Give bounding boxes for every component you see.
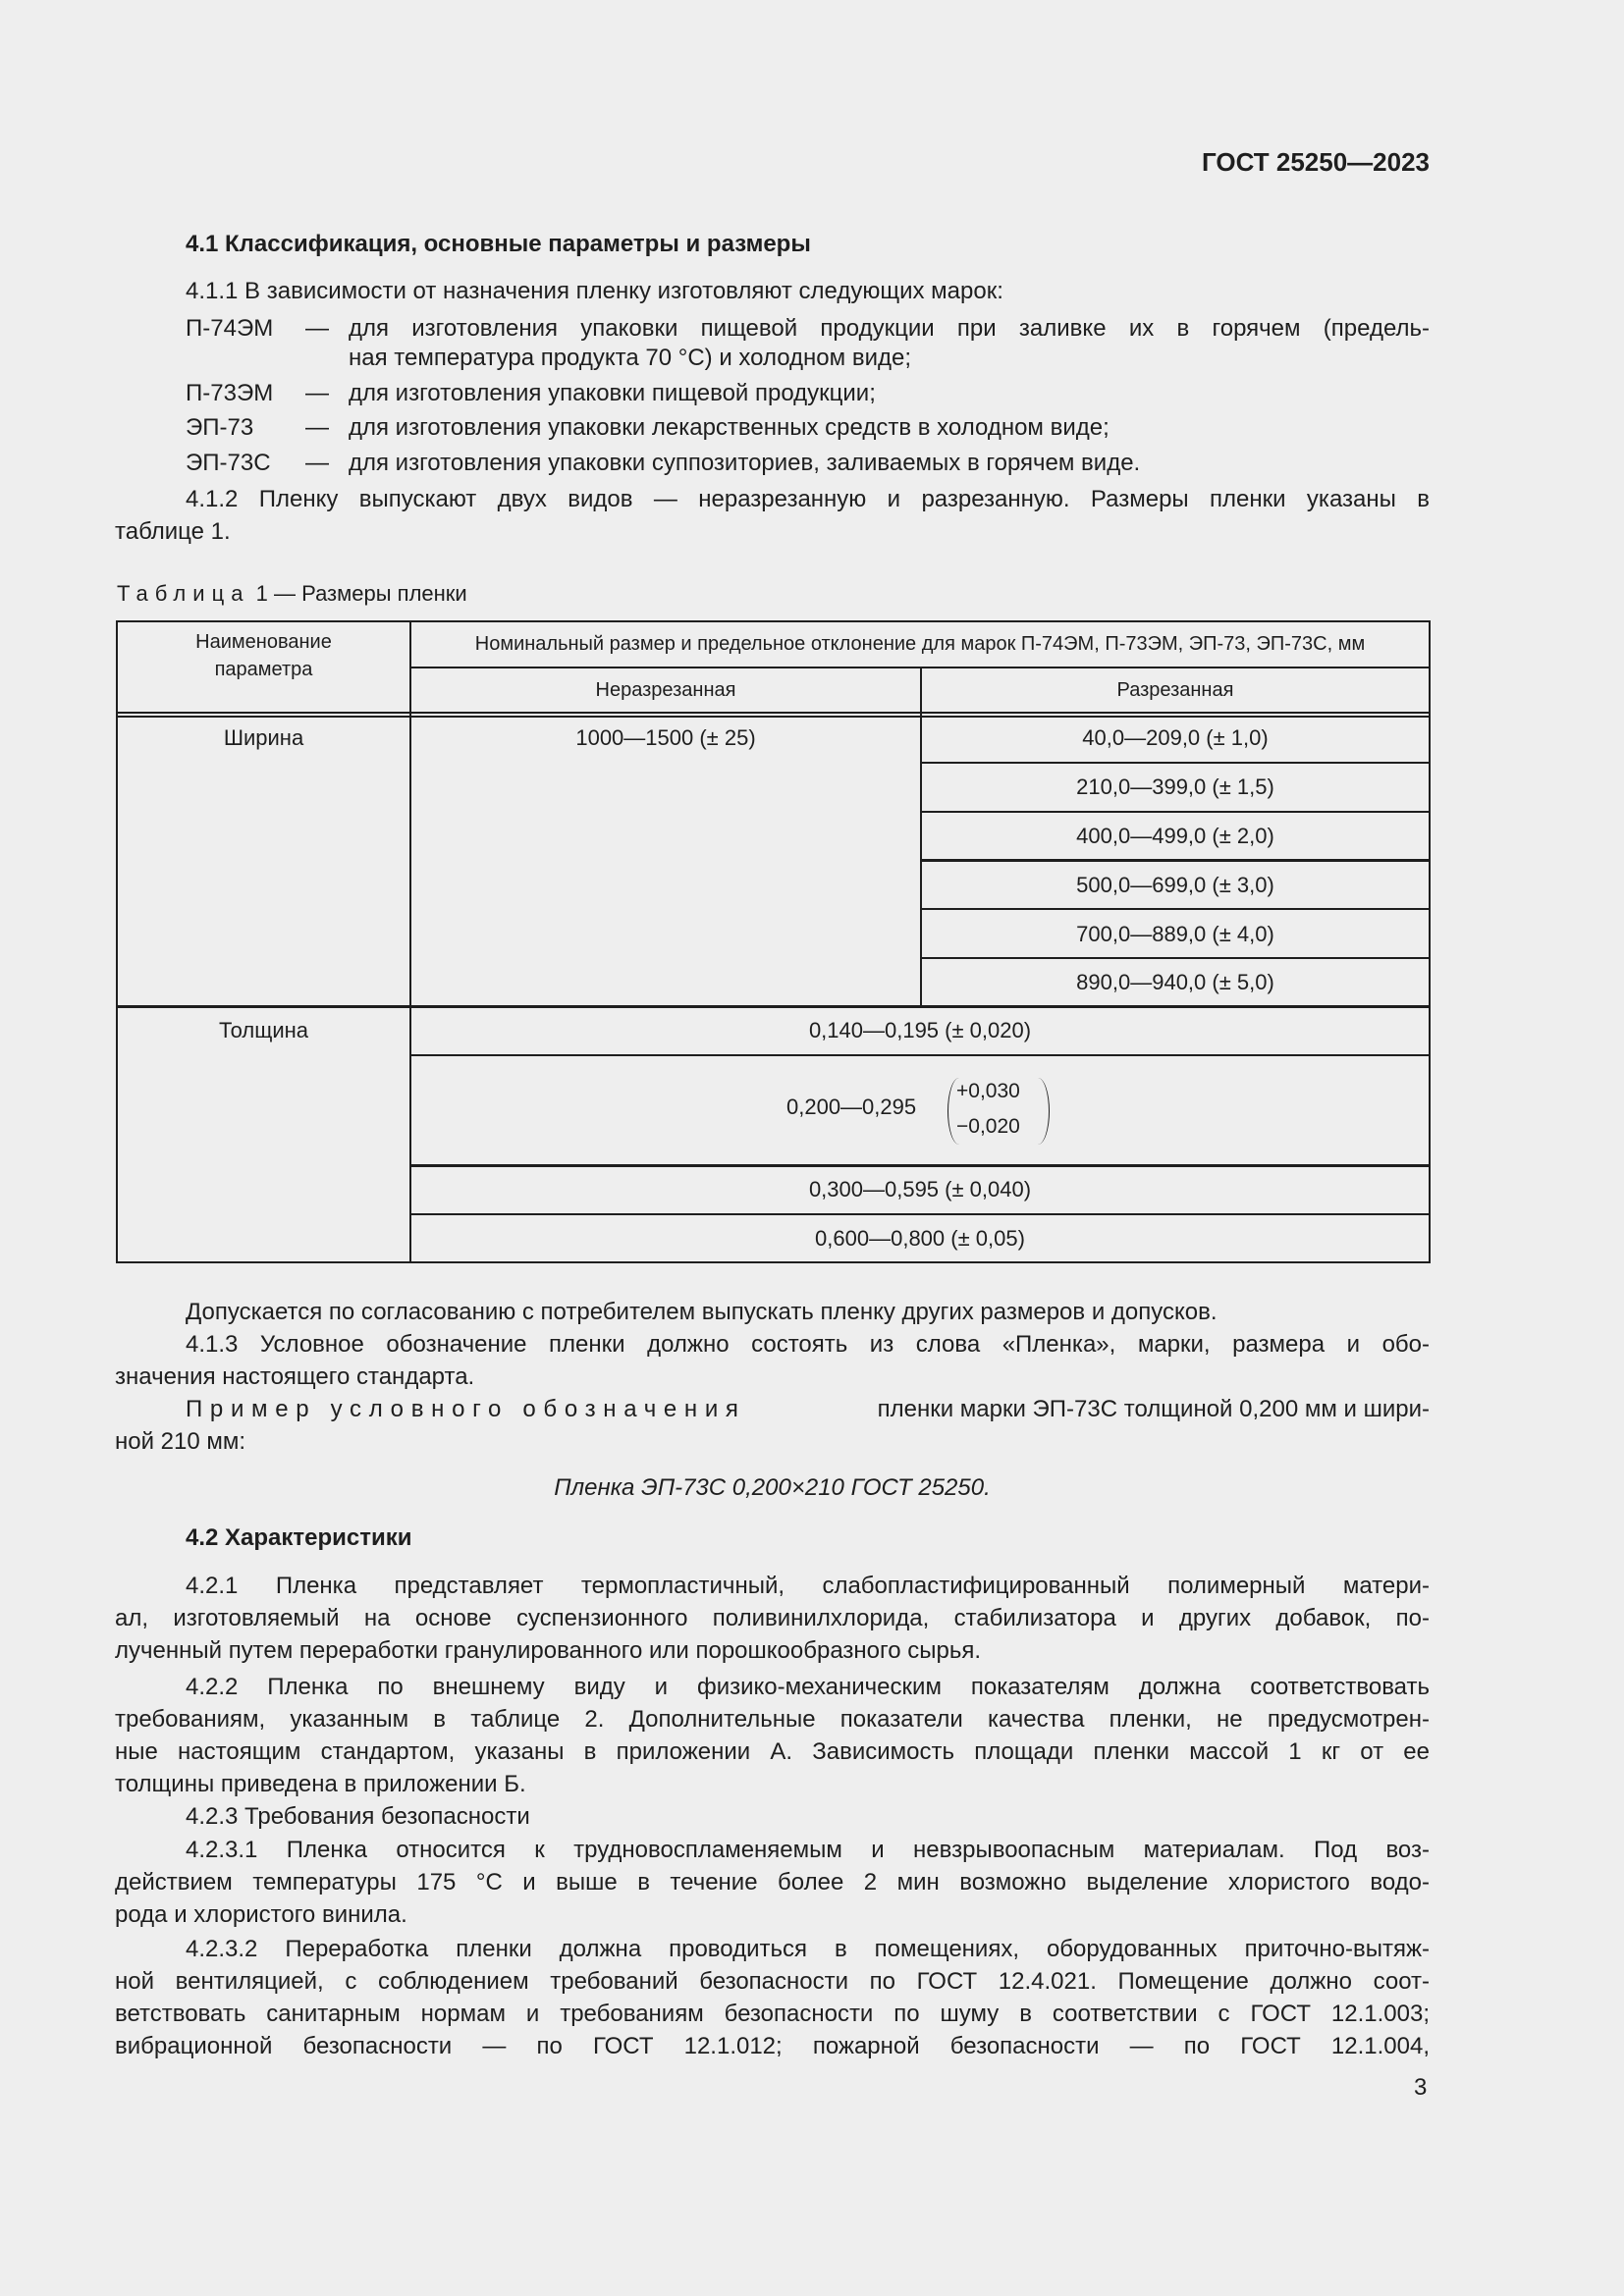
paragraph-4-2-3-2-cont: вибрационной безопасности — по ГОСТ 12.1.012; пожарной безопасности — по ГОСТ 12.1.004, <box>115 2033 1430 2059</box>
paragraph-4-1-2-cont: таблице 1. <box>115 518 231 545</box>
thickness-value: 0,600—0,800 (± 0,05) <box>815 1226 1025 1251</box>
row-label-thickness: Толщина <box>218 1018 309 1042</box>
example-intro <box>186 1393 1430 1425</box>
grade-description: для изготовления упаковки пищевой продукции; <box>349 380 876 406</box>
paragraph-4-2-3: 4.2.3 Требования безопасности <box>186 1803 530 1830</box>
table-film-sizes <box>116 620 1431 1263</box>
width-cut-value: 890,0—940,0 (± 5,0) <box>1076 970 1274 994</box>
paragraph-4-2-2-cont: толщины приведена в приложении Б. <box>115 1771 526 1797</box>
tolerance-minus: −0,020 <box>956 1115 1020 1138</box>
paragraph-4-2-3-2-cont: ной вентиляцией, с соблюдением требований безопасности по ГОСТ 12.4.021. Помещение должно соот- <box>115 1968 1430 1995</box>
paragraph-4-2-1-cont: ал, изготовляемый на основе суспензионного поливинилхлорида, стабилизатора и других добавок, по- <box>115 1605 1430 1631</box>
grade-code: ЭП-73 <box>186 414 254 441</box>
width-cut-value: 500,0—699,0 (± 3,0) <box>1076 873 1274 897</box>
thickness-value: 0,140—0,195 (± 0,020) <box>808 1018 1032 1042</box>
grade-description-cont: ная температура продукта 70 °С) и холодном виде; <box>349 345 911 371</box>
paragraph-4-2-1: 4.2.1 Пленка представляет термопластичный, слабопластифицированный полимерный матери- <box>186 1573 1430 1599</box>
table-caption-label: Таблица <box>117 581 250 606</box>
note-other-sizes: Допускается по согласованию с потребителем выпускать пленку других размеров и допусков. <box>186 1299 1218 1325</box>
paragraph-4-1-1: 4.1.1 В зависимости от назначения пленку изготовляют следующих марок: <box>186 278 1003 304</box>
paragraph-4-2-3-1-cont: действием температуры 175 °С и выше в течение более 2 мин возможно выделение хлористого водо- <box>115 1869 1430 1896</box>
grade-code: П-73ЭМ <box>186 380 274 406</box>
paragraph-4-1-3: 4.1.3 Условное обозначение пленки должно состоять из слова «Пленка», марки, размера и обо- <box>186 1331 1430 1358</box>
width-cut-value: 700,0—889,0 (± 4,0) <box>1076 922 1274 946</box>
tolerance-plus: +0,030 <box>956 1080 1020 1102</box>
header-uncut: Неразрезанная <box>595 679 736 701</box>
paragraph-4-2-2-cont: требованиям, указанным в таблице 2. Дополнительные показатели качества пленки, не предусмотрен- <box>115 1706 1430 1733</box>
table-caption <box>117 579 467 609</box>
table-caption-title: 1 — Размеры пленки <box>249 581 467 606</box>
example-label: Пример условного обозначения <box>186 1396 746 1422</box>
header-param-name <box>118 628 409 683</box>
example-designation: Пленка ЭП-73С 0,200×210 ГОСТ 25250. <box>554 1474 991 1501</box>
grade-code: П-74ЭМ <box>186 315 274 342</box>
grade-code: ЭП-73С <box>186 450 271 476</box>
example-text: пленки марки ЭП-73С толщиной 0,200 мм и шири- <box>877 1396 1430 1422</box>
paragraph-4-1-2: 4.1.2 Пленку выпускают двух видов — неразрезанную и разрезанную. Размеры пленки указаны в <box>186 486 1430 512</box>
paragraph-4-2-3-2: 4.2.3.2 Переработка пленки должна проводиться в помещениях, оборудованных приточно-вытяж- <box>186 1936 1430 1962</box>
row-label-width: Ширина <box>223 725 304 750</box>
page-number: 3 <box>1414 2074 1428 2101</box>
grade-dash: — <box>305 450 329 476</box>
width-cut-value: 210,0—399,0 (± 1,5) <box>1076 774 1274 799</box>
document-id-header: ГОСТ 25250—2023 <box>1202 147 1430 177</box>
section-heading-4-1: 4.1 Классификация, основные параметры и размеры <box>186 231 811 257</box>
grade-dash: — <box>305 315 329 342</box>
header-param-name-text: Наименование параметра <box>195 631 332 680</box>
paragraph-4-2-3-1: 4.2.3.1 Пленка относится к трудновоспламеняемым и невзрывоопасным материалам. Под воз- <box>186 1837 1430 1863</box>
paragraph-4-2-3-2-cont: ветствовать санитарным нормам и требованиям безопасности по шуму в соответствии с ГОСТ 12.1.003; <box>115 2001 1430 2027</box>
header-cut: Разрезанная <box>1116 679 1234 701</box>
width-uncut-value: 1000—1500 (± 25) <box>575 725 756 750</box>
thickness-value: 0,300—0,595 (± 0,040) <box>808 1177 1032 1201</box>
section-heading-4-2: 4.2 Характеристики <box>186 1524 412 1551</box>
grade-dash: — <box>305 414 329 441</box>
paragraph-4-2-3-1-cont: рода и хлористого винила. <box>115 1901 407 1928</box>
paragraph-4-1-3-cont: значения настоящего стандарта. <box>115 1363 475 1390</box>
width-cut-value: 400,0—499,0 (± 2,0) <box>1076 824 1274 848</box>
paragraph-4-2-2: 4.2.2 Пленка по внешнему виду и физико-механическим показателям должна соответствовать <box>186 1674 1430 1700</box>
grade-description: для изготовления упаковки суппозиториев, заливаемых в горячем виде. <box>349 450 1141 476</box>
width-cut-value: 40,0—209,0 (± 1,0) <box>1082 725 1269 750</box>
grade-description: для изготовления упаковки пищевой продукции при заливке их в горячем (предель- <box>349 315 1430 342</box>
grade-dash: — <box>305 380 329 406</box>
thickness-range: 0,200—0,295 <box>786 1095 917 1119</box>
grade-description: для изготовления упаковки лекарственных средств в холодном виде; <box>349 414 1110 441</box>
example-intro-cont: ной 210 мм: <box>115 1428 246 1455</box>
paragraph-4-2-2-cont: ные настоящим стандартом, указаны в приложении А. Зависимость площади пленки массой 1 кг от ее <box>115 1738 1430 1765</box>
header-nominal: Номинальный размер и предельное отклонение для марок П-74ЭМ, П-73ЭМ, ЭП-73, ЭП-73С, мм <box>474 633 1366 655</box>
paragraph-4-2-1-cont: лученный путем переработки гранулированного или порошкообразного сырья. <box>115 1637 982 1664</box>
